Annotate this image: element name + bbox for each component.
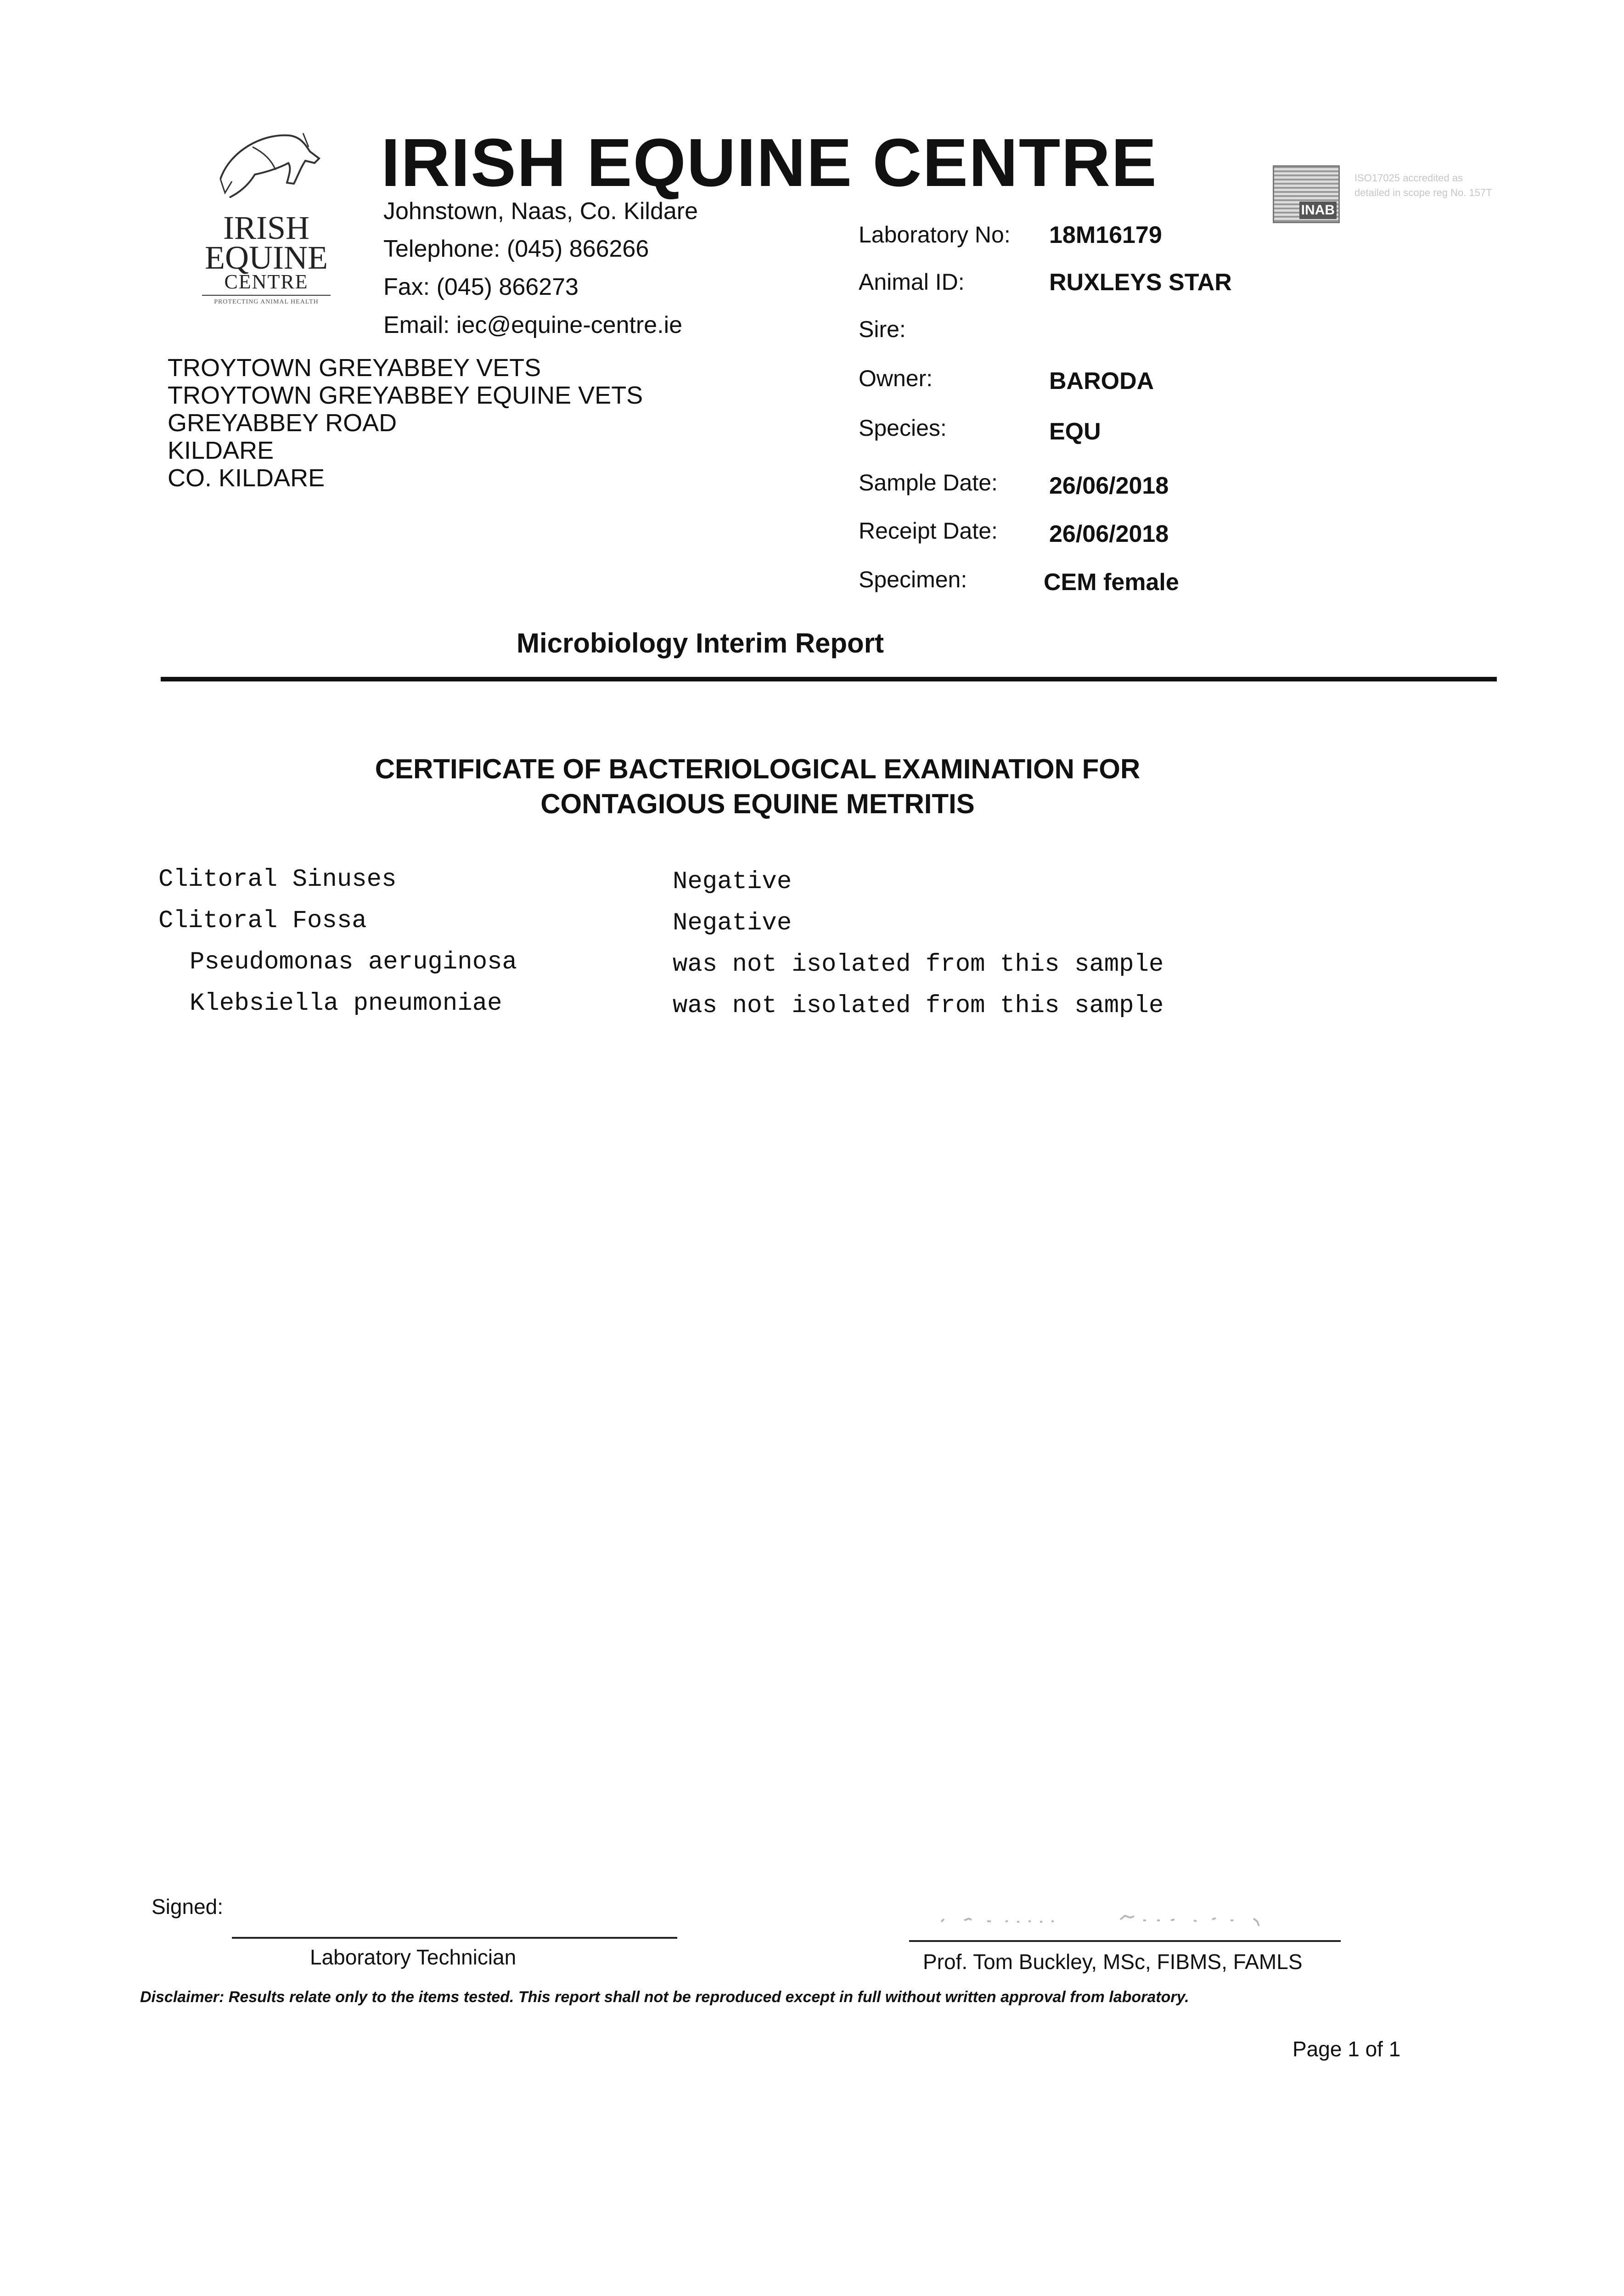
receipt-date-label: Receipt Date:	[859, 518, 998, 544]
header-divider	[161, 677, 1497, 681]
inab-accreditation-logo	[1273, 165, 1340, 223]
org-telephone: Telephone: (045) 866266	[383, 236, 649, 262]
owner-label: Owner:	[859, 366, 933, 391]
technician-signature-line	[232, 1937, 677, 1939]
result-test-name: Klebsiella pneumoniae	[190, 990, 502, 1018]
recipient-line: TROYTOWN GREYABBEY EQUINE VETS	[168, 382, 643, 409]
result-test-name: Clitoral Fossa	[158, 907, 367, 935]
species-label: Species:	[859, 415, 947, 441]
recipient-line: TROYTOWN GREYABBEY VETS	[168, 354, 541, 382]
recipient-line: CO. KILDARE	[168, 464, 325, 492]
certificate-title-line-1: CERTIFICATE OF BACTERIOLOGICAL EXAMINATION FOR	[375, 754, 1141, 784]
signature-scribble	[937, 1901, 1313, 1933]
specimen-label: Specimen:	[859, 567, 967, 592]
animal-id-value: RUXLEYS STAR	[1049, 269, 1232, 296]
specimen-value: CEM female	[1044, 569, 1179, 596]
receipt-date-value: 26/06/2018	[1049, 521, 1169, 547]
result-value: Negative	[673, 868, 792, 896]
result-value: was not isolated from this sample	[673, 951, 1164, 979]
director-signature-line	[909, 1940, 1341, 1942]
inab-logo-text: INAB	[1299, 202, 1337, 219]
laboratory-no-label: Laboratory No:	[859, 222, 1011, 248]
animal-id-label: Animal ID:	[859, 269, 965, 295]
recipient-line: GREYABBEY ROAD	[168, 409, 397, 437]
recipient-line: KILDARE	[168, 437, 274, 464]
org-address: Johnstown, Naas, Co. Kildare	[383, 198, 698, 225]
sire-label: Sire:	[859, 316, 906, 342]
logo-word-centre: CENTRE	[224, 270, 309, 293]
org-email: Email: iec@equine-centre.ie	[383, 312, 683, 338]
director-title: Prof. Tom Buckley, MSc, FIBMS, FAMLS	[923, 1950, 1303, 1974]
certificate-title-line-2: CONTAGIOUS EQUINE METRITIS	[540, 788, 975, 819]
page-number: Page 1 of 1	[1292, 2037, 1401, 2061]
org-name: IRISH EQUINE CENTRE	[381, 125, 1158, 201]
species-value: EQU	[1049, 418, 1101, 445]
logo-word-equine: EQUINE	[205, 239, 328, 276]
irish-equine-centre-logo	[184, 124, 349, 317]
technician-title: Laboratory Technician	[310, 1945, 517, 1969]
horse-head-icon	[211, 124, 326, 202]
sample-date-value: 26/06/2018	[1049, 473, 1169, 499]
org-fax: Fax: (045) 866273	[383, 274, 579, 300]
result-test-name: Clitoral Sinuses	[158, 866, 397, 894]
logo-tagline: PROTECTING ANIMAL HEALTH	[214, 298, 319, 305]
result-value: Negative	[673, 909, 792, 937]
signed-label: Signed:	[152, 1895, 224, 1919]
accreditation-note: ISO17025 accredited as detailed in scope reg No. 157T	[1354, 172, 1492, 198]
logo-word-irish: IRISH	[223, 209, 309, 246]
logo-divider	[202, 295, 331, 296]
result-value: was not isolated from this sample	[673, 992, 1164, 1020]
disclaimer: Disclaimer: Results relate only to the items tested. This report shall not be reproduced except in full without written approval from laboratory.	[140, 1988, 1189, 2006]
result-test-name: Pseudomonas aeruginosa	[190, 948, 517, 976]
owner-value: BARODA	[1049, 368, 1154, 394]
report-title: Microbiology Interim Report	[517, 628, 884, 658]
laboratory-no-value: 18M16179	[1049, 222, 1162, 248]
sample-date-label: Sample Date:	[859, 470, 998, 495]
